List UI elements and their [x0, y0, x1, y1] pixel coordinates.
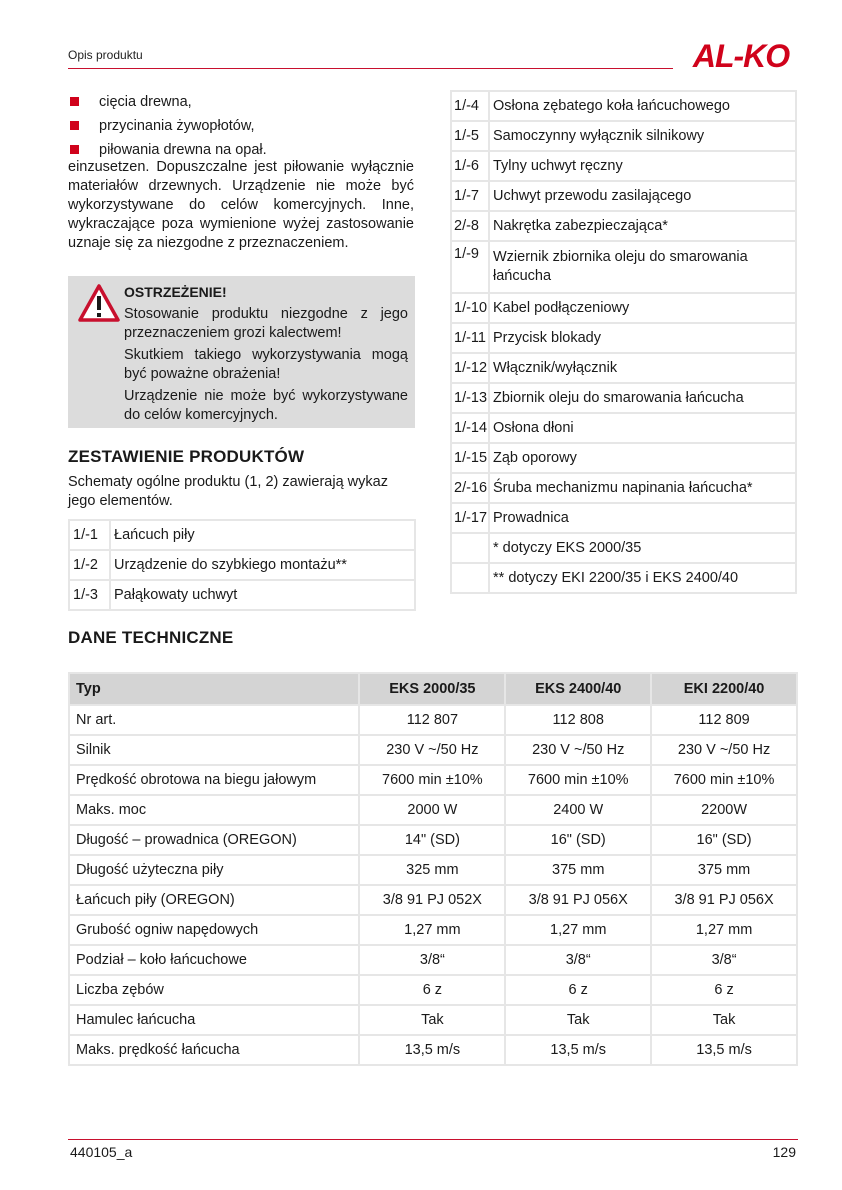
- table-row: [69, 975, 797, 1005]
- part-label: Osłona dłoni: [489, 413, 796, 443]
- spec-value: 2200W: [651, 795, 797, 825]
- usage-bullet-list: [68, 90, 418, 162]
- column-header: EKI 2200/40: [651, 673, 797, 705]
- spec-label: Maks. prędkość łańcucha: [69, 1035, 359, 1065]
- spec-value: 16" (SD): [651, 825, 797, 855]
- part-label: Zbiornik oleju do smarowania łańcucha: [489, 383, 796, 413]
- table-row: [69, 795, 797, 825]
- part-number: 1/-7: [451, 181, 489, 211]
- page-number: 129: [772, 1144, 796, 1160]
- table-row: [451, 323, 796, 353]
- part-number: 1/-2: [69, 550, 110, 580]
- column-header: Typ: [69, 673, 359, 705]
- table-row: [69, 915, 797, 945]
- part-label: Włącznik/wyłącznik: [489, 353, 796, 383]
- warning-title: OSTRZEŻENIE!: [124, 284, 227, 300]
- table-row: [69, 1035, 797, 1065]
- part-number: 2/-8: [451, 211, 489, 241]
- part-number: 1/-17: [451, 503, 489, 533]
- spec-value: Tak: [651, 1005, 797, 1035]
- table-row: [451, 413, 796, 443]
- table-row: [451, 473, 796, 503]
- spec-value: 13,5 m/s: [651, 1035, 797, 1065]
- spec-label: Nr art.: [69, 705, 359, 735]
- part-number: 1/-14: [451, 413, 489, 443]
- table-row: [451, 503, 796, 533]
- part-number: 1/-5: [451, 121, 489, 151]
- header-rule: [68, 68, 673, 69]
- part-label: Osłona zębatego koła łańcuchowego: [489, 91, 796, 121]
- spec-label: Grubość ogniw napędowych: [69, 915, 359, 945]
- document-code: 440105_a: [70, 1144, 133, 1160]
- table-row: [451, 91, 796, 121]
- table-row: [69, 765, 797, 795]
- alko-logo-text: AL-KO: [692, 40, 790, 70]
- parts-table-left: [68, 519, 416, 611]
- spec-value: 2000 W: [359, 795, 505, 825]
- table-row: [451, 241, 796, 293]
- part-number: 1/-11: [451, 323, 489, 353]
- spec-value: 6 z: [359, 975, 505, 1005]
- spec-label: Silnik: [69, 735, 359, 765]
- table-row: [451, 293, 796, 323]
- table-row: [69, 885, 797, 915]
- part-number: 1/-13: [451, 383, 489, 413]
- spec-value: 3/8“: [651, 945, 797, 975]
- part-label: Pałąkowaty uchwyt: [110, 580, 415, 610]
- spec-value: 375 mm: [505, 855, 651, 885]
- spec-value: 7600 min ±10%: [505, 765, 651, 795]
- spec-value: 325 mm: [359, 855, 505, 885]
- spec-value: 13,5 m/s: [359, 1035, 505, 1065]
- alko-logo: [683, 40, 799, 70]
- tech-data-table: [68, 672, 798, 1066]
- spec-value: 1,27 mm: [359, 915, 505, 945]
- list-item: [68, 114, 418, 138]
- spec-label: Hamulec łańcucha: [69, 1005, 359, 1035]
- part-label: Łańcuch piły: [110, 520, 415, 550]
- part-label: Ząb oporowy: [489, 443, 796, 473]
- spec-value: 230 V ~/50 Hz: [359, 735, 505, 765]
- spec-value: 2400 W: [505, 795, 651, 825]
- spec-label: Łańcuch piły (OREGON): [69, 885, 359, 915]
- part-label: Tylny uchwyt ręczny: [489, 151, 796, 181]
- table-row: [451, 121, 796, 151]
- spec-value: Tak: [359, 1005, 505, 1035]
- table-row: [69, 520, 415, 550]
- table-row: [451, 211, 796, 241]
- part-number: 1/-15: [451, 443, 489, 473]
- spec-value: 6 z: [651, 975, 797, 1005]
- spec-value: 375 mm: [651, 855, 797, 885]
- product-list-heading: ZESTAWIENIE PRODUKTÓW: [68, 447, 305, 466]
- table-row: [69, 580, 415, 610]
- column-header: EKS 2400/40: [505, 673, 651, 705]
- part-number: [451, 533, 489, 563]
- footer-rule: [68, 1139, 798, 1140]
- spec-value: 16" (SD): [505, 825, 651, 855]
- warning-text: Skutkiem takiego wykorzystywania mogą być poważne obrażenia!: [124, 347, 408, 382]
- bullet-text: cięcia drewna,: [99, 94, 192, 110]
- part-number: 1/-6: [451, 151, 489, 181]
- section-title: Opis produktu: [68, 48, 143, 62]
- spec-value: 7600 min ±10%: [359, 765, 505, 795]
- spec-label: Liczba zębów: [69, 975, 359, 1005]
- spec-label: Długość – prowadnica (OREGON): [69, 825, 359, 855]
- part-number: 1/-9: [451, 241, 489, 293]
- part-label: Urządzenie do szybkiego montażu**: [110, 550, 415, 580]
- table-row: [69, 825, 797, 855]
- part-label: Wziernik zbiornika oleju do smarowania łańcucha: [489, 241, 796, 293]
- spec-value: 7600 min ±10%: [651, 765, 797, 795]
- table-row: [69, 1005, 797, 1035]
- spec-value: 1,27 mm: [505, 915, 651, 945]
- tech-data-heading: DANE TECHNICZNE: [68, 628, 234, 647]
- spec-value: 112 809: [651, 705, 797, 735]
- spec-value: Tak: [505, 1005, 651, 1035]
- table-row: [451, 443, 796, 473]
- part-label: Przycisk blokady: [489, 323, 796, 353]
- part-number: 1/-3: [69, 580, 110, 610]
- intended-use-paragraph: einzusetzen. Dopuszczalne jest piłowanie wyłącznie materiałów drzewnych. Urządzenie nie może być wykorzystywane do celów komercyjnych. Inne, wykraczające poza wymienione wyżej zastosowanie uznaje się za niezgodne z przeznaczeniem.: [68, 159, 414, 251]
- table-row: [451, 151, 796, 181]
- table-row: [69, 855, 797, 885]
- list-item: [68, 90, 418, 114]
- part-number: 1/-1: [69, 520, 110, 550]
- spec-value: 3/8 91 PJ 056X: [651, 885, 797, 915]
- footnote: * dotyczy EKS 2000/35: [489, 533, 796, 563]
- part-label: Uchwyt przewodu zasilającego: [489, 181, 796, 211]
- table-row: [69, 735, 797, 765]
- table-row: [69, 705, 797, 735]
- spec-value: 3/8“: [505, 945, 651, 975]
- table-row: [451, 563, 796, 593]
- table-row: [69, 550, 415, 580]
- warning-box: [68, 276, 415, 428]
- part-label: Nakrętka zabezpieczająca*: [489, 211, 796, 241]
- table-row: [69, 945, 797, 975]
- spec-label: Maks. moc: [69, 795, 359, 825]
- bullet-square-icon: [70, 97, 79, 106]
- spec-value: 112 808: [505, 705, 651, 735]
- column-header: EKS 2000/35: [359, 673, 505, 705]
- product-list-intro: Schematy ogólne produktu (1, 2) zawierają wykaz jego elementów.: [68, 474, 388, 509]
- table-row: [451, 181, 796, 211]
- spec-value: 3/8“: [359, 945, 505, 975]
- part-number: 1/-12: [451, 353, 489, 383]
- warning-text: Urządzenie nie może być wykorzystywane do celów komercyjnych.: [124, 388, 408, 423]
- part-label: Samoczynny wyłącznik silnikowy: [489, 121, 796, 151]
- part-label: Prowadnica: [489, 503, 796, 533]
- part-number: 1/-4: [451, 91, 489, 121]
- spec-label: Prędkość obrotowa na biegu jałowym: [69, 765, 359, 795]
- warning-triangle-icon: [77, 283, 121, 323]
- spec-value: 6 z: [505, 975, 651, 1005]
- parts-table-right: [450, 90, 797, 594]
- table-row: [451, 533, 796, 563]
- spec-value: 14" (SD): [359, 825, 505, 855]
- part-number: 2/-16: [451, 473, 489, 503]
- part-label: Śruba mechanizmu napinania łańcucha*: [489, 473, 796, 503]
- spec-value: 1,27 mm: [651, 915, 797, 945]
- bullet-text: przycinania żywopłotów,: [99, 118, 255, 134]
- part-number: 1/-10: [451, 293, 489, 323]
- part-label: Kabel podłączeniowy: [489, 293, 796, 323]
- spec-label: Podział – koło łańcuchowe: [69, 945, 359, 975]
- spec-value: 13,5 m/s: [505, 1035, 651, 1065]
- table-row: [451, 353, 796, 383]
- table-row: [451, 383, 796, 413]
- spec-label: Długość użyteczna piły: [69, 855, 359, 885]
- table-header-row: [69, 673, 797, 705]
- spec-value: 112 807: [359, 705, 505, 735]
- bullet-text: piłowania drewna na opał.: [99, 142, 267, 158]
- spec-value: 3/8 91 PJ 056X: [505, 885, 651, 915]
- footnote: ** dotyczy EKI 2200/35 i EKS 2400/40: [489, 563, 796, 593]
- spec-value: 230 V ~/50 Hz: [651, 735, 797, 765]
- spec-value: 3/8 91 PJ 052X: [359, 885, 505, 915]
- bullet-square-icon: [70, 121, 79, 130]
- warning-text: Stosowanie produktu niezgodne z jego przeznaczeniem grozi kalectwem!: [124, 306, 408, 341]
- bullet-square-icon: [70, 145, 79, 154]
- spec-value: 230 V ~/50 Hz: [505, 735, 651, 765]
- part-number: [451, 563, 489, 593]
